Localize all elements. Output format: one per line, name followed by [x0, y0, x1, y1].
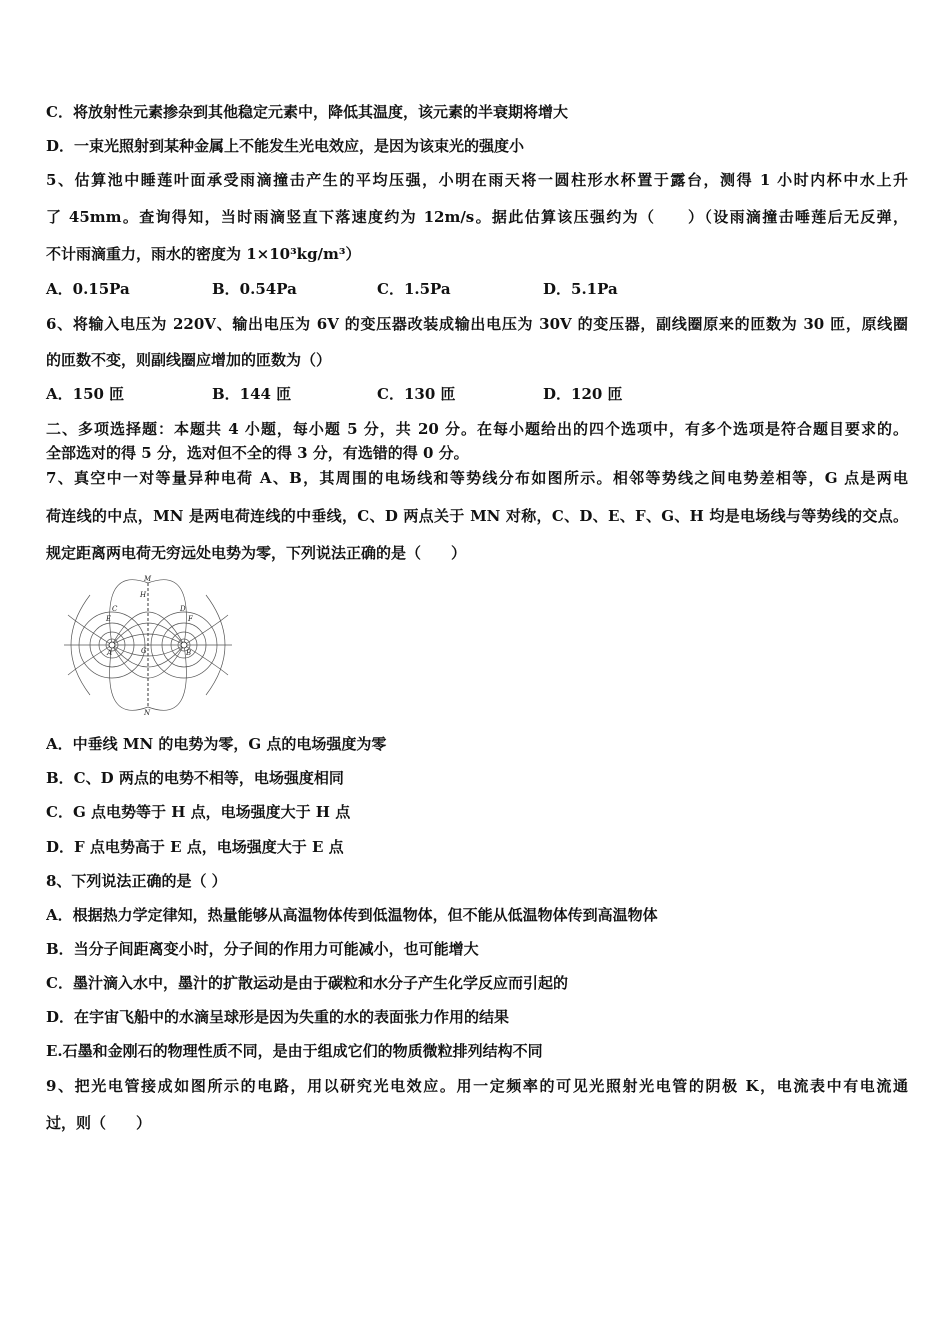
- q6-option-d: D．120 匝: [543, 385, 623, 403]
- label-g: G: [141, 647, 147, 655]
- q7-option-d: D．F 点电势高于 E 点，电场强度大于 E 点: [46, 838, 344, 856]
- q8-option-e: E.石墨和金刚石的物理性质不同，是由于组成它们的物质微粒排列结构不同: [46, 1042, 543, 1060]
- q5-option-a: A．0.15Pa: [46, 280, 130, 298]
- q8-stem: 8、下列说法正确的是（ ）: [46, 872, 227, 890]
- electric-field-figure: [50, 575, 246, 715]
- q8-option-c: C．墨汁滴入水中，墨汁的扩散运动是由于碳粒和水分子产生化学反应而引起的: [46, 974, 568, 992]
- q6-stem-line-1: 6、将输入电压为 220V、输出电压为 6V 的变压器改装成输出电压为 30V 的变压器，副线圈原来的匝数为 30 匝，原线圈: [46, 315, 908, 333]
- q8-option-a: A．根据热力学定律知，热量能够从高温物体传到低温物体，但不能从低温物体传到高温物体: [46, 906, 658, 924]
- q5-stem-line-1: 5、估算池中睡莲叶面承受雨滴撞击产生的平均压强，小明在雨天将一圆柱形水杯置于露台，测得 1 小时内杯中水上升: [46, 171, 908, 189]
- q7-option-c: C．G 点电势等于 H 点，电场强度大于 H 点: [46, 803, 351, 821]
- q5-option-d: D．5.1Pa: [543, 280, 618, 298]
- q9-stem-line-1: 9、把光电管接成如图所示的电路，用以研究光电效应。用一定频率的可见光照射光电管的阴极 K，电流表中有电流通: [46, 1077, 908, 1095]
- q7-stem-line-1: 7、真空中一对等量异种电荷 A、B，其周围的电场线和等势线分布如图所示。相邻等势线之间电势差相等，G 点是两电: [46, 469, 908, 487]
- charge-a: [109, 642, 115, 648]
- label-m: M: [144, 575, 152, 583]
- q7-stem-line-2: 荷连线的中点，MN 是两电荷连线的中垂线，C、D 两点关于 MN 对称，C、D、E、F、G、H 均是电场线与等势线的交点。: [46, 507, 908, 525]
- label-a: A: [107, 649, 113, 657]
- field-lines-diagram: [50, 575, 246, 715]
- label-b: B: [186, 649, 192, 657]
- q6-stem-line-2: 的匝数不变，则副线圈应增加的匝数为（）: [46, 351, 332, 369]
- q6-option-c: C．130 匝: [377, 385, 456, 403]
- q7-option-a: A．中垂线 MN 的电势为零，G 点的电场强度为零: [46, 735, 387, 753]
- field-line-left-down: [68, 645, 112, 675]
- q8-option-b: B．当分子间距离变小时，分子间的作用力可能减小，也可能增大: [46, 940, 479, 958]
- q7-option-b: B．C、D 两点的电势不相等，电场强度相同: [46, 769, 344, 787]
- q9-stem-line-2: 过，则（ ）: [46, 1114, 152, 1132]
- label-e: E: [106, 615, 112, 623]
- label-h: H: [140, 591, 147, 599]
- q7-stem-line-3: 规定距离两电荷无穷远处电势为零，下列说法正确的是（ ）: [46, 544, 467, 562]
- label-d: D: [180, 605, 186, 613]
- q5-option-c: C．1.5Pa: [377, 280, 451, 298]
- q5-option-b: B．0.54Pa: [212, 280, 297, 298]
- q4-option-c: C．将放射性元素掺杂到其他稳定元素中，降低其温度，该元素的半衰期将增大: [46, 103, 568, 121]
- q6-option-b: B．144 匝: [212, 385, 292, 403]
- q4-option-d: D．一束光照射到某种金属上不能发生光电效应，是因为该束光的强度小: [46, 137, 525, 155]
- q6-option-a: A．150 匝: [46, 385, 125, 403]
- q5-stem-line-2: 了 45mm。查询得知，当时雨滴竖直下落速度约为 12m/s。据此估算该压强约为（ ）（设雨滴撞击唾莲后无反弹，: [46, 208, 908, 226]
- label-c: C: [112, 605, 118, 613]
- q8-option-d: D．在宇宙飞船中的水滴呈球形是因为失重的水的表面张力作用的结果: [46, 1008, 510, 1026]
- q5-stem-line-3: 不计雨滴重力，雨水的密度为 1×10³kg/m³）: [46, 245, 361, 263]
- section-2-heading: 二、多项选择题：本题共 4 小题，每小题 5 分，共 20 分。在每小题给出的四个选项中，有多个选项是符合题目要求的。: [46, 420, 908, 438]
- charge-b: [181, 642, 187, 648]
- label-n: N: [144, 709, 151, 715]
- section-2-scoring: 全部选对的得 5 分，选对但不全的得 3 分，有选错的得 0 分。: [46, 444, 469, 462]
- label-f: F: [188, 615, 193, 623]
